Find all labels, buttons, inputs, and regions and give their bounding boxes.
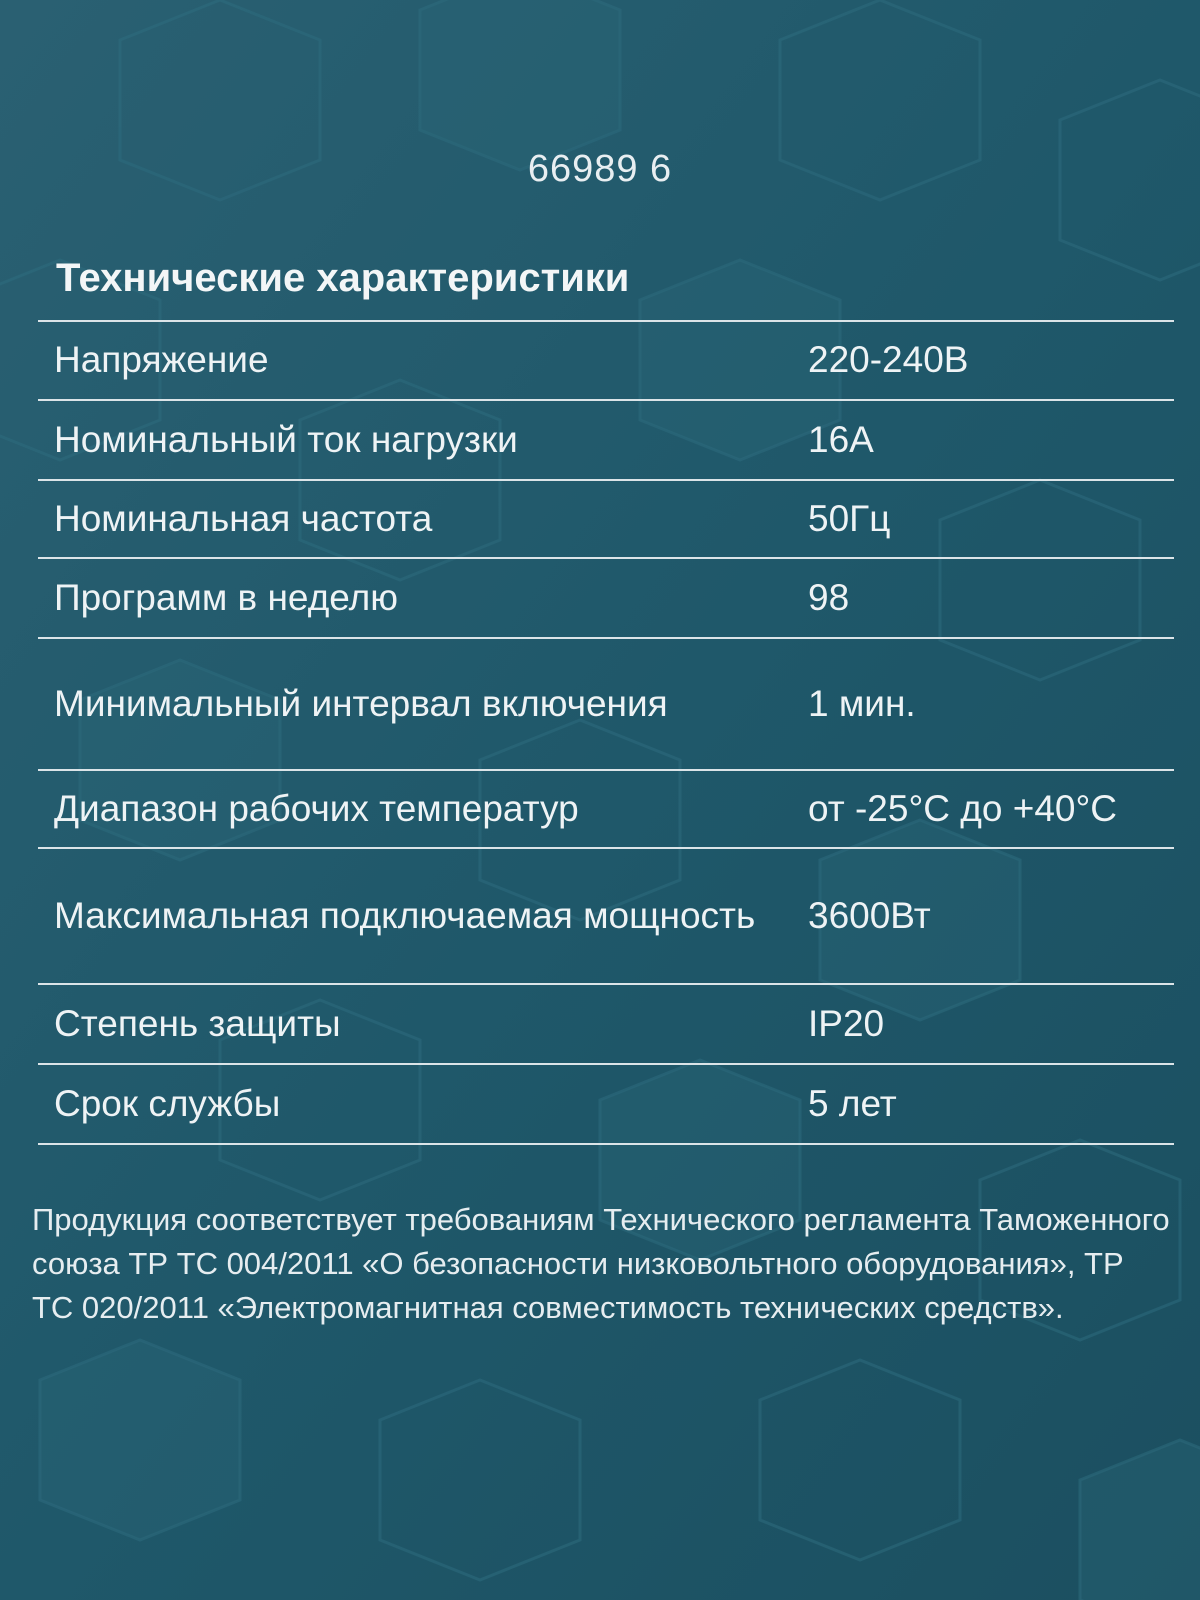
spec-value: от -25°C до +40°C (794, 770, 1174, 848)
spec-row-min-interval (38, 638, 1174, 770)
spec-label: Программ в неделю (38, 558, 794, 638)
spec-value: 220-240В (794, 322, 1174, 400)
spec-label: Диапазон рабочих температур (38, 770, 794, 848)
spec-value: 98 (794, 558, 1174, 638)
spec-label: Минимальный интервал включения (38, 638, 794, 770)
spec-label: Срок службы (38, 1064, 794, 1144)
spec-label: Степень защиты (38, 984, 794, 1064)
spec-label: Максимальная подключаемая мощность (38, 848, 794, 984)
spec-row-temperature (38, 770, 1174, 848)
spec-value: 1 мин. (794, 638, 1174, 770)
spec-value: 16А (794, 400, 1174, 480)
spec-row-current (38, 400, 1174, 480)
spec-row-programs (38, 558, 1174, 638)
spec-row-frequency (38, 480, 1174, 558)
spec-label: Напряжение (38, 322, 794, 400)
compliance-note: Продукция соответствует требованиям Технического регламента Таможенного союза ТР ТС 004/2011 «О безопасности низковольтного оборудования», ТР ТС 020/2011 «Электромагнитная совместимость технических средств». (32, 1202, 1170, 1325)
spec-row-max-power (38, 848, 1174, 984)
spec-value: 3600Вт (794, 848, 1174, 984)
spec-value: IP20 (794, 984, 1174, 1064)
spec-label: Номинальный ток нагрузки (38, 400, 794, 480)
spec-label: Номинальная частота (38, 480, 794, 558)
spec-value: 5 лет (794, 1064, 1174, 1144)
section-heading: Технические характеристики (56, 256, 630, 300)
spec-row-service-life (38, 1064, 1174, 1144)
spec-table (38, 322, 1174, 1145)
spec-row-voltage (38, 322, 1174, 400)
spec-row-protection (38, 984, 1174, 1064)
spec-value: 50Гц (794, 480, 1174, 558)
product-code: 66989 6 (527, 148, 673, 190)
